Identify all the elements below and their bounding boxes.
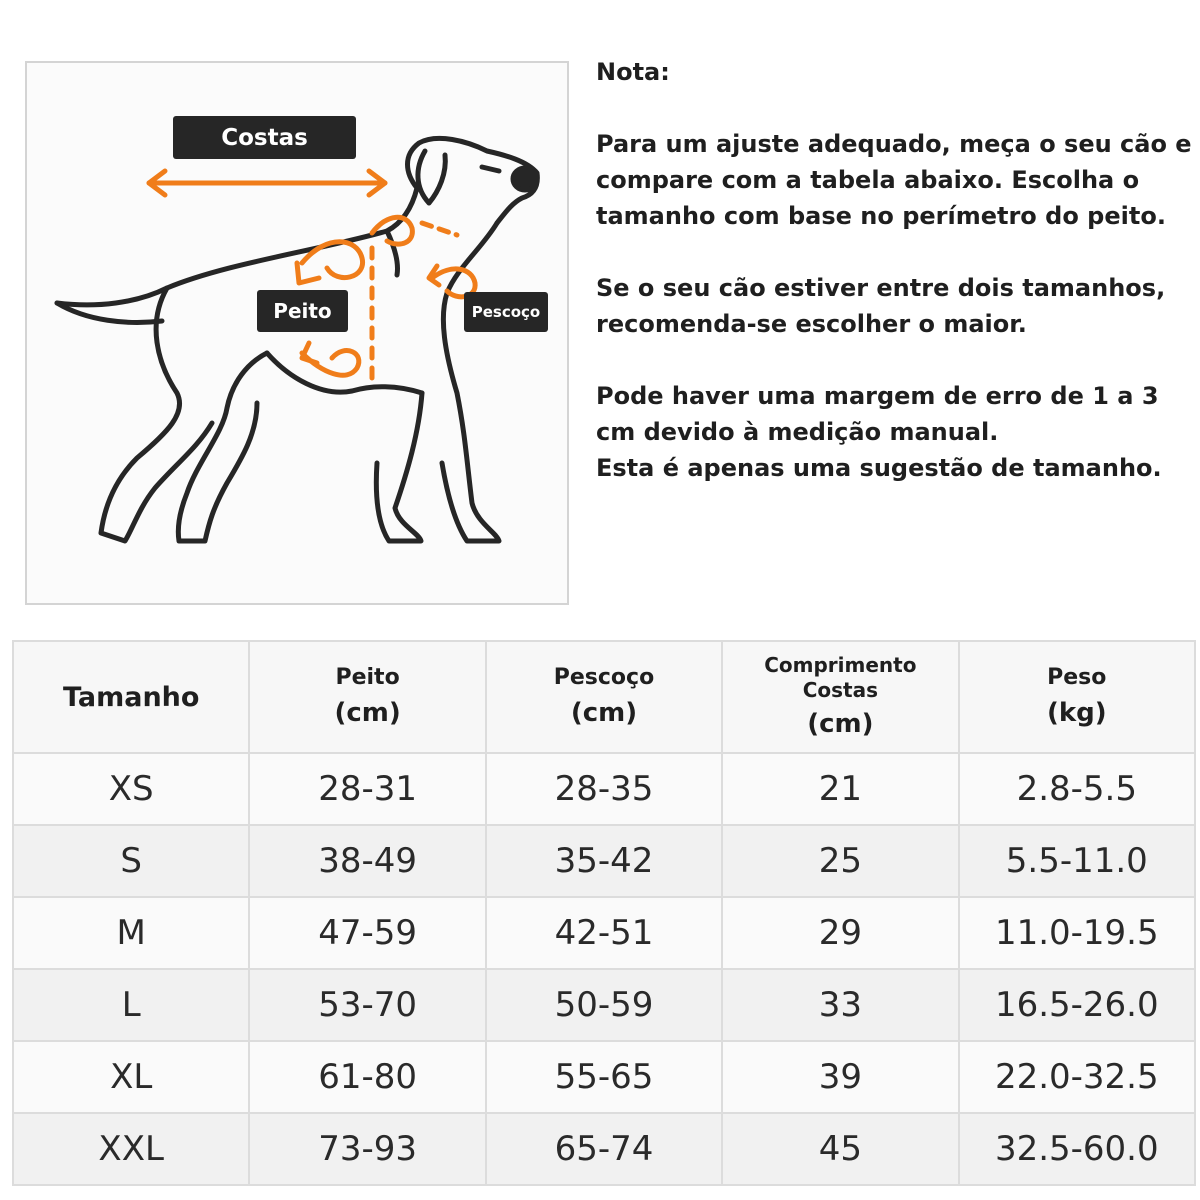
cell-size: XXL [13,1113,249,1185]
sizing-note [596,54,1196,486]
header-neck [486,641,722,753]
cell-neck: 28-35 [486,753,722,825]
header-weight-unit: (kg) [1046,698,1107,728]
table-row [13,969,1195,1041]
cell-size: L [13,969,249,1041]
table-row [13,1041,1195,1113]
cell-chest: 53-70 [249,969,485,1041]
cell-weight: 2.8-5.5 [959,753,1195,825]
cell-neck: 35-42 [486,825,722,897]
cell-size: XL [13,1041,249,1113]
note-paragraph-between-sizes: Se o seu cão estiver entre dois tamanhos, recomenda-se escolher o maior. [596,274,1166,338]
header-back-length [722,641,958,753]
note-paragraph-suggestion: Esta é apenas uma sugestão de tamanho. [596,454,1162,482]
cell-weight: 16.5-26.0 [959,969,1195,1041]
back-label: Costas [173,116,356,159]
header-back-name: Comprimento Costas [764,653,917,702]
dog-measurement-figure [25,61,569,605]
cell-size: XS [13,753,249,825]
cell-chest: 61-80 [249,1041,485,1113]
cell-size: S [13,825,249,897]
note-paragraph-margin: Pode haver uma margem de erro de 1 a 3 cm devido à medição manual. [596,382,1159,446]
header-weight [959,641,1195,753]
header-weight-name: Peso [1047,665,1107,690]
cell-neck: 50-59 [486,969,722,1041]
header-chest-name: Peito [335,665,400,690]
cell-chest: 38-49 [249,825,485,897]
cell-neck: 65-74 [486,1113,722,1185]
cell-back: 39 [722,1041,958,1113]
header-back-unit: (cm) [807,709,874,739]
cell-weight: 22.0-32.5 [959,1041,1195,1113]
table-header-row [13,641,1195,753]
cell-back: 29 [722,897,958,969]
cell-neck: 42-51 [486,897,722,969]
header-chest [249,641,485,753]
cell-size: M [13,897,249,969]
cell-chest: 73-93 [249,1113,485,1185]
header-chest-unit: (cm) [334,698,401,728]
cell-back: 21 [722,753,958,825]
cell-chest: 28-31 [249,753,485,825]
table-row [13,1113,1195,1185]
table-row [13,825,1195,897]
size-chart-table [12,640,1196,1186]
note-title: Nota: [596,58,670,86]
cell-weight: 32.5-60.0 [959,1113,1195,1185]
cell-weight: 5.5-11.0 [959,825,1195,897]
neck-label: Pescoço [464,292,548,332]
table-row [13,753,1195,825]
header-neck-unit: (cm) [570,698,638,728]
header-size: Tamanho [13,641,249,753]
cell-chest: 47-59 [249,897,485,969]
cell-weight: 11.0-19.5 [959,897,1195,969]
cell-back: 45 [722,1113,958,1185]
table-row [13,897,1195,969]
cell-back: 25 [722,825,958,897]
note-paragraph-fit: Para um ajuste adequado, meça o seu cão e compare com a tabela abaixo. Escolha o tamanho com base no perímetro do peito. [596,130,1192,230]
cell-neck: 55-65 [486,1041,722,1113]
header-neck-name: Pescoço [553,665,655,690]
chest-label: Peito [257,290,348,332]
cell-back: 33 [722,969,958,1041]
